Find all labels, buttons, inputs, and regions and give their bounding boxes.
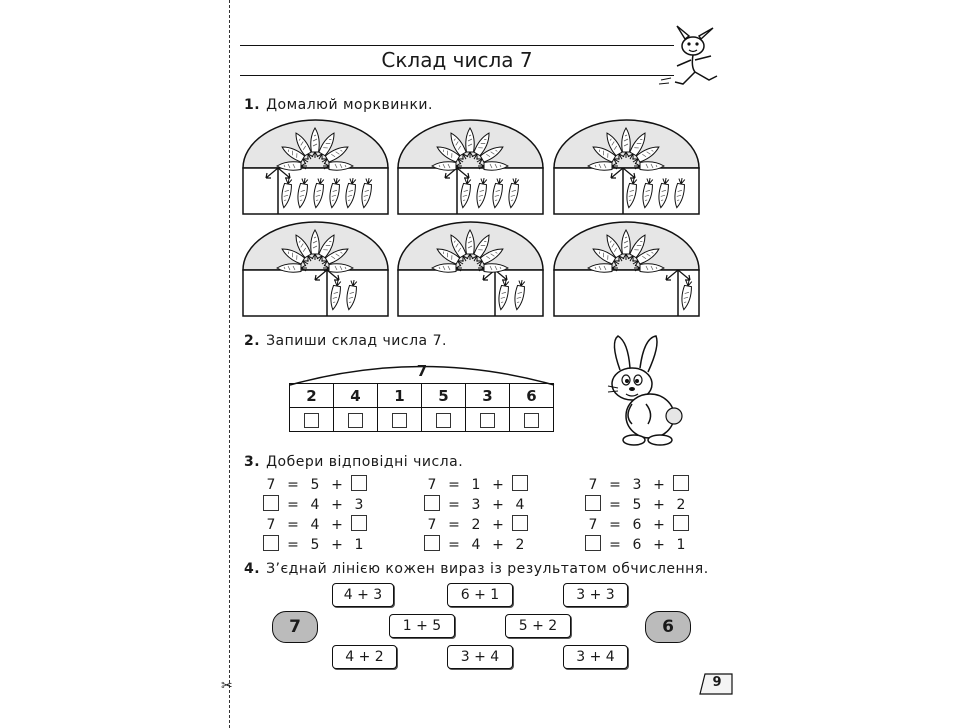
title-rule-bottom bbox=[240, 75, 674, 76]
carrot-fan bbox=[397, 118, 544, 218]
equation-blank[interactable] bbox=[585, 495, 601, 515]
house-cell: 5 bbox=[422, 384, 466, 408]
equation-blank[interactable] bbox=[351, 475, 367, 495]
task-1-number: 1. bbox=[244, 97, 261, 113]
number-house-total: 7 bbox=[416, 362, 428, 380]
equation-operator: = bbox=[448, 537, 460, 553]
equation-blank[interactable] bbox=[263, 535, 279, 555]
equation-operator: = bbox=[448, 477, 460, 493]
equation-operator: = bbox=[609, 517, 621, 533]
equation-row bbox=[263, 535, 367, 555]
equation-operator: + bbox=[492, 477, 504, 493]
answer-box[interactable] bbox=[512, 475, 528, 491]
carrot-fan bbox=[553, 118, 700, 218]
equation-operator: = bbox=[609, 537, 621, 553]
task-2-text: Запиши склад числа 7. bbox=[266, 333, 447, 349]
equation-operator: + bbox=[331, 497, 343, 513]
answer-box[interactable] bbox=[480, 413, 495, 428]
carrot-fan bbox=[553, 220, 700, 320]
equation-operator: + bbox=[653, 497, 665, 513]
carrot-fan bbox=[242, 220, 389, 320]
equation-number: 2 bbox=[471, 517, 481, 533]
equation-number: 1 bbox=[354, 537, 364, 553]
carrot-fan bbox=[397, 220, 544, 320]
answer-cell[interactable] bbox=[466, 408, 510, 432]
expression-box[interactable]: 3 + 4 bbox=[563, 645, 628, 669]
answer-cell[interactable] bbox=[334, 408, 378, 432]
equation-number: 3 bbox=[354, 497, 364, 513]
equation-row bbox=[263, 495, 367, 515]
carrot-fan bbox=[242, 118, 389, 218]
equation-number: 1 bbox=[676, 537, 686, 553]
answer-box[interactable] bbox=[392, 413, 407, 428]
house-cell: 2 bbox=[290, 384, 334, 408]
equation-row bbox=[424, 495, 528, 515]
equation-operator: = bbox=[287, 537, 299, 553]
house-cell: 1 bbox=[378, 384, 422, 408]
expression-box[interactable]: 4 + 2 bbox=[332, 645, 397, 669]
equation-number: 5 bbox=[310, 537, 320, 553]
expression-box[interactable]: 1 + 5 bbox=[389, 614, 455, 638]
answer-box[interactable] bbox=[348, 413, 363, 428]
equation-blank[interactable] bbox=[351, 515, 367, 535]
equation-operator: + bbox=[653, 537, 665, 553]
answer-box[interactable] bbox=[512, 515, 528, 531]
equation-blank[interactable] bbox=[585, 535, 601, 555]
equation-operator: + bbox=[331, 537, 343, 553]
equation-blank[interactable] bbox=[512, 475, 528, 495]
task-4-heading bbox=[244, 561, 709, 577]
expression-box[interactable]: 3 + 3 bbox=[563, 583, 628, 607]
equation-operator: + bbox=[331, 477, 343, 493]
house-cell: 4 bbox=[334, 384, 378, 408]
answer-box[interactable] bbox=[351, 515, 367, 531]
equation-operator: = bbox=[448, 517, 460, 533]
answer-box[interactable] bbox=[585, 535, 601, 551]
cut-line bbox=[229, 0, 230, 728]
equation-row bbox=[585, 475, 689, 495]
answer-box[interactable] bbox=[304, 413, 319, 428]
equation-operator: = bbox=[287, 497, 299, 513]
equation-row bbox=[424, 535, 528, 555]
equation-row bbox=[585, 535, 689, 555]
equation-blank[interactable] bbox=[673, 515, 689, 535]
equation-row bbox=[263, 475, 367, 495]
equation-number: 6 bbox=[632, 537, 642, 553]
page-number: 9 bbox=[712, 675, 722, 690]
answer-box[interactable] bbox=[673, 475, 689, 491]
equation-number: 5 bbox=[632, 497, 642, 513]
number-house-answer-row bbox=[290, 408, 554, 432]
equation-operator: = bbox=[609, 497, 621, 513]
task-1-text: Домалюй морквинки. bbox=[266, 97, 433, 113]
answer-cell[interactable] bbox=[510, 408, 554, 432]
scissors-icon: ✂ bbox=[221, 678, 233, 694]
house-cell: 3 bbox=[466, 384, 510, 408]
answer-box[interactable] bbox=[436, 413, 451, 428]
equation-operator: + bbox=[653, 517, 665, 533]
equation-operator: + bbox=[653, 477, 665, 493]
equation-number: 4 bbox=[310, 517, 320, 533]
expression-box[interactable]: 3 + 4 bbox=[447, 645, 513, 669]
number-house-top-row bbox=[290, 384, 554, 408]
task-4-number: 4. bbox=[244, 561, 261, 577]
equation-number: 3 bbox=[632, 477, 642, 493]
equation-number: 7 bbox=[588, 477, 598, 493]
equation-number: 6 bbox=[632, 517, 642, 533]
answer-box[interactable] bbox=[351, 475, 367, 491]
bunny-icon bbox=[598, 332, 694, 448]
page-title: Склад числа 7 bbox=[381, 48, 533, 72]
equation-row bbox=[585, 515, 689, 535]
expression-box[interactable]: 5 + 2 bbox=[505, 614, 571, 638]
equation-blank[interactable] bbox=[673, 475, 689, 495]
equation-operator: + bbox=[492, 537, 504, 553]
equation-operator: = bbox=[287, 477, 299, 493]
equation-operator: = bbox=[448, 497, 460, 513]
equation-row bbox=[585, 495, 689, 515]
equation-number: 7 bbox=[266, 517, 276, 533]
task-2-heading bbox=[244, 333, 447, 349]
equation-blank[interactable] bbox=[424, 535, 440, 555]
equation-number: 7 bbox=[588, 517, 598, 533]
equation-row bbox=[424, 475, 528, 495]
answer-cell[interactable] bbox=[422, 408, 466, 432]
equation-blank[interactable] bbox=[263, 495, 279, 515]
equation-number: 4 bbox=[471, 537, 481, 553]
answer-box[interactable] bbox=[263, 535, 279, 551]
equation-operator: = bbox=[609, 477, 621, 493]
goat-mascot-icon bbox=[655, 22, 731, 92]
left-result-badge[interactable]: 7 bbox=[272, 611, 318, 643]
answer-cell[interactable] bbox=[378, 408, 422, 432]
title-bar bbox=[240, 42, 674, 78]
answer-box[interactable] bbox=[263, 495, 279, 511]
task-3-heading bbox=[244, 454, 463, 470]
equation-blank[interactable] bbox=[512, 515, 528, 535]
answer-box[interactable] bbox=[424, 535, 440, 551]
equation-number: 7 bbox=[266, 477, 276, 493]
equation-number: 7 bbox=[427, 517, 437, 533]
answer-box[interactable] bbox=[424, 495, 440, 511]
equation-number: 5 bbox=[310, 477, 320, 493]
equation-number: 1 bbox=[471, 477, 481, 493]
equation-row bbox=[263, 515, 367, 535]
task-2-number: 2. bbox=[244, 333, 261, 349]
equation-number: 7 bbox=[427, 477, 437, 493]
task-3-number: 3. bbox=[244, 454, 261, 470]
equation-number: 4 bbox=[310, 497, 320, 513]
task-1-heading bbox=[244, 97, 433, 113]
equation-row bbox=[424, 515, 528, 535]
answer-box[interactable] bbox=[673, 515, 689, 531]
expression-box[interactable]: 6 + 1 bbox=[447, 583, 513, 607]
equation-operator: + bbox=[492, 497, 504, 513]
number-house-table bbox=[289, 383, 554, 432]
title-rule-top bbox=[240, 45, 674, 46]
equation-operator: + bbox=[331, 517, 343, 533]
task-3-text: Добери відповідні числа. bbox=[266, 454, 464, 470]
answer-box[interactable] bbox=[585, 495, 601, 511]
house-cell: 6 bbox=[510, 384, 554, 408]
task-4-text: З’єднай лінією кожен вираз із результатом обчислення. bbox=[266, 561, 709, 577]
answer-cell[interactable] bbox=[290, 408, 334, 432]
equation-blank[interactable] bbox=[424, 495, 440, 515]
equation-number: 3 bbox=[471, 497, 481, 513]
equation-operator: = bbox=[287, 517, 299, 533]
equation-number: 2 bbox=[676, 497, 686, 513]
equation-operator: + bbox=[492, 517, 504, 533]
right-result-badge[interactable]: 6 bbox=[645, 611, 691, 643]
equation-number: 2 bbox=[515, 537, 525, 553]
expression-box[interactable]: 4 + 3 bbox=[332, 583, 394, 607]
answer-box[interactable] bbox=[524, 413, 539, 428]
equation-number: 4 bbox=[515, 497, 525, 513]
